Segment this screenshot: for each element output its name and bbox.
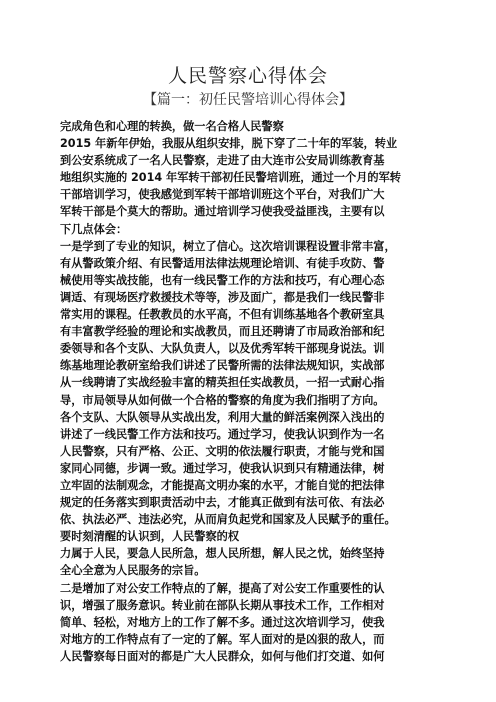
body-line: 全心全意为人民服务的宗旨。 bbox=[60, 564, 206, 578]
body-line: 械使用等实战技能，也有一线民警工作的方法和技巧，有心理心态 bbox=[60, 273, 385, 287]
body-line: 一是学到了专业的知识，树立了信心。这次培训课程设置非常丰富， bbox=[60, 239, 396, 253]
body-line: 力属于人民，要急人民所急，想人民所想，解人民之忧，始终坚持 bbox=[60, 547, 385, 561]
body-line: 立牢固的法制观念，才能提高文明办案的水平，才能自觉的把法律 bbox=[60, 478, 385, 492]
body-line: 有丰富教学经验的理论和实战教员，而且还聘请了市局政治部和纪 bbox=[60, 325, 385, 339]
body-line: 军转干部是个莫大的帮助。通过培训学习使我受益匪浅，主要有以 bbox=[60, 205, 385, 219]
body-line: 完成角色和心理的转换，做一名合格人民警察 bbox=[60, 120, 284, 133]
body-line: 到公安系统成了一名人民警察，走进了由大连市公安局训练教育基 bbox=[60, 154, 385, 168]
body-line: 人民警察每日面对的都是广大人民群众，如何与他们打交道、如何 bbox=[60, 649, 385, 663]
document-subtitle: 【篇一：初任民警培训心得体会】 bbox=[143, 92, 353, 108]
body-line: 规定的任务落实到职责活动中去，才能真正做到有法可依、有法必 bbox=[60, 496, 385, 510]
body-line: 识，增强了服务意识。转业前在部队长期从事技术工作，工作相对 bbox=[60, 598, 385, 612]
body-line: 二是增加了对公安工作特点的了解，提高了对公安工作重要性的认 bbox=[60, 581, 385, 595]
body-line: 各个支队、大队领导从实战出发，利用大量的鲜活案例深入浅出的 bbox=[60, 410, 385, 424]
body-line: 有从警政策介绍、有民警适用法律法规理论培训、有徒手攻防、警 bbox=[60, 256, 385, 270]
body-line: 简单、轻松，对地方上的工作了解不多。通过这次培训学习，使我 bbox=[60, 615, 385, 629]
body-line: 讲述了一线民警工作方法和技巧。通过学习，使我认识到作为一名 bbox=[60, 427, 385, 441]
body-line: 常实用的课程。任教教员的水平高，不但有训练基地各个教研室具 bbox=[60, 308, 385, 322]
body-line: 2015 年新年伊始，我服从组织安排，脱下穿了二十年的军装，转业 bbox=[60, 137, 398, 151]
document-body bbox=[60, 118, 445, 665]
body-line: 对地方的工作特点有了一定的了解。军人面对的是凶狠的敌人，而 bbox=[60, 632, 385, 646]
body-line: 委领导和各个支队、大队负责人，以及优秀军转干部现身说法。训 bbox=[60, 342, 385, 356]
body-line: 干部培训学习，使我感觉到军转干部培训班这个平台，对我们广大 bbox=[60, 188, 385, 202]
body-line: 从一线聘请了实战经验丰富的精英担任实战教员，一招一式耐心指 bbox=[60, 376, 385, 390]
body-line: 家同心同德，步调一致。通过学习，使我认识到只有精通法律，树 bbox=[60, 461, 385, 475]
body-line: 依、执法必严、违法必究，从而肩负起党和国家及人民赋予的重任。 bbox=[60, 513, 396, 527]
body-line: 要时刻清醒的认识到，人民警察的权 bbox=[60, 530, 240, 544]
body-line: 调适、有现场医疗救援技术等等，涉及面广，都是我们一线民警非 bbox=[60, 290, 385, 304]
document-title: 人民警察心得体会 bbox=[167, 65, 328, 87]
body-line: 人民警察，只有严格、公正、文明的依法履行职责，才能与党和国 bbox=[60, 444, 385, 458]
body-line: 导，市局领导从如何做一个合格的警察的角度为我们指明了方向。 bbox=[60, 393, 385, 407]
body-line: 下几点体会： bbox=[60, 222, 128, 236]
body-line: 练基地理论教研室给我们讲述了民警所需的法律法规知识，实战部 bbox=[60, 359, 385, 373]
body-line: 地组织实施的 2014 年军转干部初任民警培训班，通过一个月的军转 bbox=[60, 171, 401, 185]
